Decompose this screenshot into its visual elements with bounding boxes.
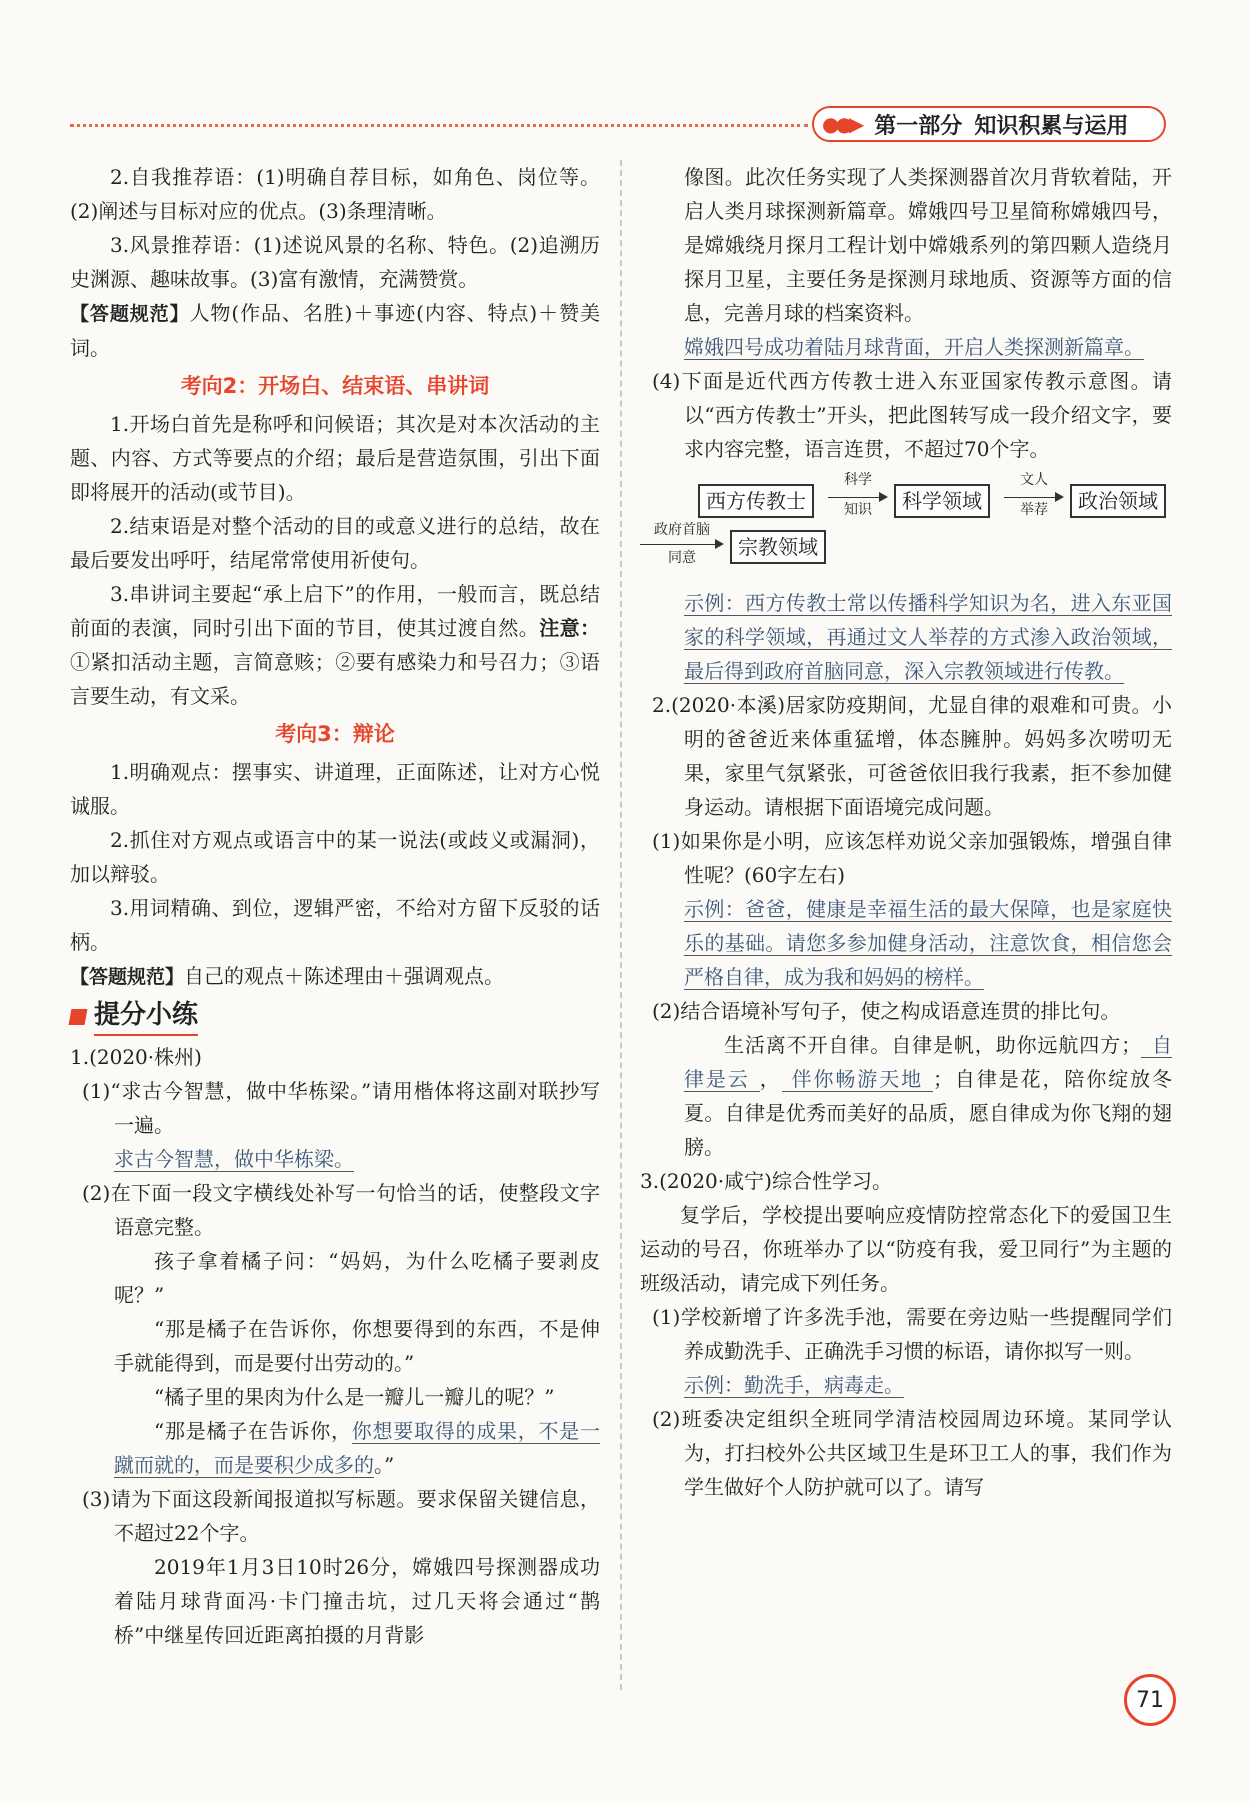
arrow-icon: ●●▶ — [822, 112, 861, 136]
dialogue-line-2: “那是橘子在告诉你，你想要得到的东西，不是伸手就能得到，而是要付出劳动的。” — [114, 1317, 600, 1375]
fill-answer-2: 不是一蹴而就的，而是要积少成多的 — [114, 1419, 601, 1477]
debate-point-3: 3.用词精确、到位，逻辑严密，不给对方留下反驳的话柄。 — [70, 896, 600, 954]
practice-heading — [70, 998, 600, 1036]
note-text: ①紧扣活动主题，言简意赅；②要有感染力和号召力；③语言要生动，有文采。 — [70, 650, 600, 708]
question-1-3: (3)请为下面这段新闻报道拟写标题。要求保留关键信息，不超过22个字。 — [82, 1487, 600, 1545]
dialogue-suffix: 。” — [374, 1453, 395, 1477]
dialogue-line-4 — [70, 1414, 600, 1482]
arrow-icon — [640, 544, 722, 545]
practice-title: 提分小练 — [94, 998, 198, 1036]
header-part: 第一部分 — [874, 113, 963, 139]
header-topic: 知识积累与运用 — [974, 113, 1129, 139]
diagram-box-science: 科学领域 — [894, 484, 990, 518]
question-1-1: (1)“求古今智慧，做中华栋梁。”请用楷体将这副对联抄写一遍。 — [82, 1079, 600, 1137]
answer-rule-tag: 【答题规范】 — [70, 303, 190, 325]
news-text-continued: 像图。此次任务实现了人类探测器首次月背软着陆，开启人类月球探测新篇章。嫦娥四号卫星简称嫦娥四号，是嫦娥绕月探月工程计划中嫦娥系列的第四颗人造绕月探月卫星，主要任务是探测月球地质、资源等方面的信息，完善月球的档案资料。 — [684, 165, 1172, 325]
diagram-box-religion: 宗教领域 — [730, 530, 826, 564]
dialogue-prefix: “那是橘子在告诉你， — [154, 1419, 352, 1443]
question-2-2: (2)结合语境补写句子，使之构成语意连贯的排比句。 — [652, 999, 1121, 1023]
question-2-head: 2.(2020·本溪)居家防疫期间，尤显自律的艰难和可贵。小明的爸爸近来体重猛增，体态臃肿。妈妈多次唠叨无果，家里气氛紧张，可爸爸依旧我行我素，拒不参加健身运动。请根据下面语境完成问题。 — [652, 693, 1172, 819]
question-1-head: 1.(2020·株州) — [70, 1045, 202, 1069]
fill-answer-2: 伴你畅游天地 — [782, 1067, 933, 1092]
practice-marker-icon — [69, 1009, 88, 1025]
dialogue-line-1: 孩子拿着橘子问：“妈妈，为什么吃橘子要剥皮呢？” — [114, 1249, 600, 1307]
passage-text: 生活离不开自律。自律是帆，助你远航四方； — [724, 1033, 1142, 1057]
answer-rule-1 — [70, 296, 600, 365]
arrow-label-bottom: 举荐 — [1020, 502, 1048, 518]
section-heading-2: 考向2：开场白、结束语、串讲词 — [180, 374, 490, 398]
debate-point-2: 2.抓住对方观点或语言中的某一说法(或歧义或漏洞)，加以辩驳。 — [70, 828, 600, 886]
passage-text: ；自律是花，陪你绽放冬夏。自律是优秀而美好的品质，愿自律成为你飞翔的翅膀。 — [684, 1067, 1173, 1159]
answer-text: 求古今智慧，做中华栋梁。 — [114, 1147, 354, 1171]
answer-rule-text: 人物(作品、名胜)＋事迹(内容、特点)＋赞美词。 — [70, 301, 600, 360]
diagram-box-missionary: 西方传教士 — [698, 484, 814, 518]
scenery-recommend-point: 3.风景推荐语：(1)述说风景的名称、特色。(2)追溯历史渊源、趣味故事。(3)富有激情，充满赞赏。 — [70, 233, 600, 291]
answer-1-3 — [640, 330, 1172, 364]
header-dotted-rule — [70, 124, 808, 127]
answer-rule-tag: 【答题规范】 — [70, 966, 185, 988]
arrow-label-top: 文人 — [1020, 472, 1048, 488]
question-3-intro: 复学后，学校提出要响应疫情防控常态化下的爱国卫生运动的号召，你班举办了以“防疫有我，爱卫同行”为主题的班级活动，请完成下列任务。 — [640, 1203, 1172, 1295]
section-heading-3: 考向3：辩论 — [275, 722, 395, 746]
news-text: 2019年1月3日10时26分，嫦娥四号探测器成功着陆月球背面冯·卡门撞击坑，过几天将会通过“鹊桥”中继星传回近距离拍摄的月背影 — [114, 1555, 600, 1647]
arrow-label-top: 政府首脑 — [654, 522, 710, 538]
fill-answer-1: 自律是云 — [684, 1033, 1173, 1091]
opening-point: 1.开场白首先是称呼和问候语；其次是对本次活动的主题、内容、方式等要点的介绍；最后是营造氛围，引出下面即将展开的活动(或节目)。 — [70, 412, 600, 504]
arrow-label-bottom: 知识 — [844, 502, 872, 518]
answer-2-1 — [640, 892, 1172, 994]
parallelism-passage — [640, 1028, 1172, 1164]
right-column — [640, 160, 1172, 1504]
answer-rule-2 — [70, 959, 600, 994]
missionary-diagram — [640, 472, 1172, 582]
arrow-label-top: 科学 — [844, 472, 872, 488]
answer-3-1 — [640, 1368, 1172, 1402]
column-divider — [620, 160, 622, 1690]
answer-rule-text: 自己的观点＋陈述理由＋强调观点。 — [184, 964, 505, 988]
diagram-box-politics: 政治领域 — [1070, 484, 1166, 518]
question-3-1: (1)学校新增了许多洗手池，需要在旁边贴一些提醒同学们养成勤洗手、正确洗手习惯的标语，请你拟写一则。 — [652, 1305, 1172, 1363]
transition-point — [70, 577, 600, 713]
answer-1-4 — [640, 586, 1172, 688]
page-number: 71 — [1124, 1674, 1176, 1726]
arrow-label-bottom: 同意 — [668, 550, 696, 566]
arrow-icon — [828, 497, 886, 498]
passage-comma: ， — [759, 1067, 782, 1091]
fill-answer-1: 你想要取得的成果， — [351, 1419, 539, 1443]
answer-text: 示例：爸爸，健康是幸福生活的最大保障，也是家庭快乐的基础。请您多参加健身活动，注意饮食，相信您会严格自律，成为我和妈妈的榜样。 — [684, 897, 1172, 989]
question-1-2: (2)在下面一段文字横线处补写一句恰当的话，使整段文字语意完整。 — [82, 1181, 600, 1239]
question-1-4: (4)下面是近代西方传教士进入东亚国家传教示意图。请以“西方传教士”开头，把此图转写成一段介绍文字，要求内容完整，语言连贯，不超过70个字。 — [652, 369, 1172, 461]
section-header-badge — [812, 106, 1166, 142]
question-3-head: 3.(2020·咸宁)综合性学习。 — [640, 1169, 892, 1193]
answer-text: 嫦娥四号成功着陆月球背面，开启人类探测新篇章。 — [684, 335, 1144, 359]
note-label: 注意： — [539, 616, 601, 640]
question-3-2: (2)班委决定组织全班同学清洁校园周边环境。某同学认为，打扫校外公共区域卫生是环卫工人的事，我们作为学生做好个人防护就可以了。请写 — [652, 1407, 1172, 1499]
closing-point: 2.结束语是对整个活动的目的或意义进行的总结，故在最后要发出呼吁，结尾常常使用祈使句。 — [70, 514, 600, 572]
self-recommend-point: 2.自我推荐语：(1)明确自荐目标，如角色、岗位等。(2)阐述与目标对应的优点。(3)条理清晰。 — [70, 165, 600, 223]
answer-text: 示例：西方传教士常以传播科学知识为名，进入东亚国家的科学领域，再通过文人举荐的方式渗入政治领域，最后得到政府首脑同意，深入宗教领域进行传教。 — [684, 591, 1172, 683]
question-2-1: (1)如果你是小明，应该怎样劝说父亲加强锻炼，增强自律性呢？(60字左右) — [652, 829, 1172, 887]
transition-text: 3.串讲词主要起“承上启下”的作用，一般而言，既总结前面的表演，同时引出下面的节目，使其过渡自然。 — [70, 582, 600, 640]
arrow-icon — [1004, 497, 1062, 498]
debate-point-1: 1.明确观点：摆事实、讲道理，正面陈述，让对方心悦诚服。 — [70, 760, 600, 818]
left-column — [70, 160, 600, 1652]
dialogue-line-3: “橘子里的果肉为什么是一瓣儿一瓣儿的呢？” — [154, 1385, 555, 1409]
answer-1-1 — [70, 1142, 600, 1176]
answer-text: 示例：勤洗手，病毒走。 — [684, 1373, 904, 1397]
